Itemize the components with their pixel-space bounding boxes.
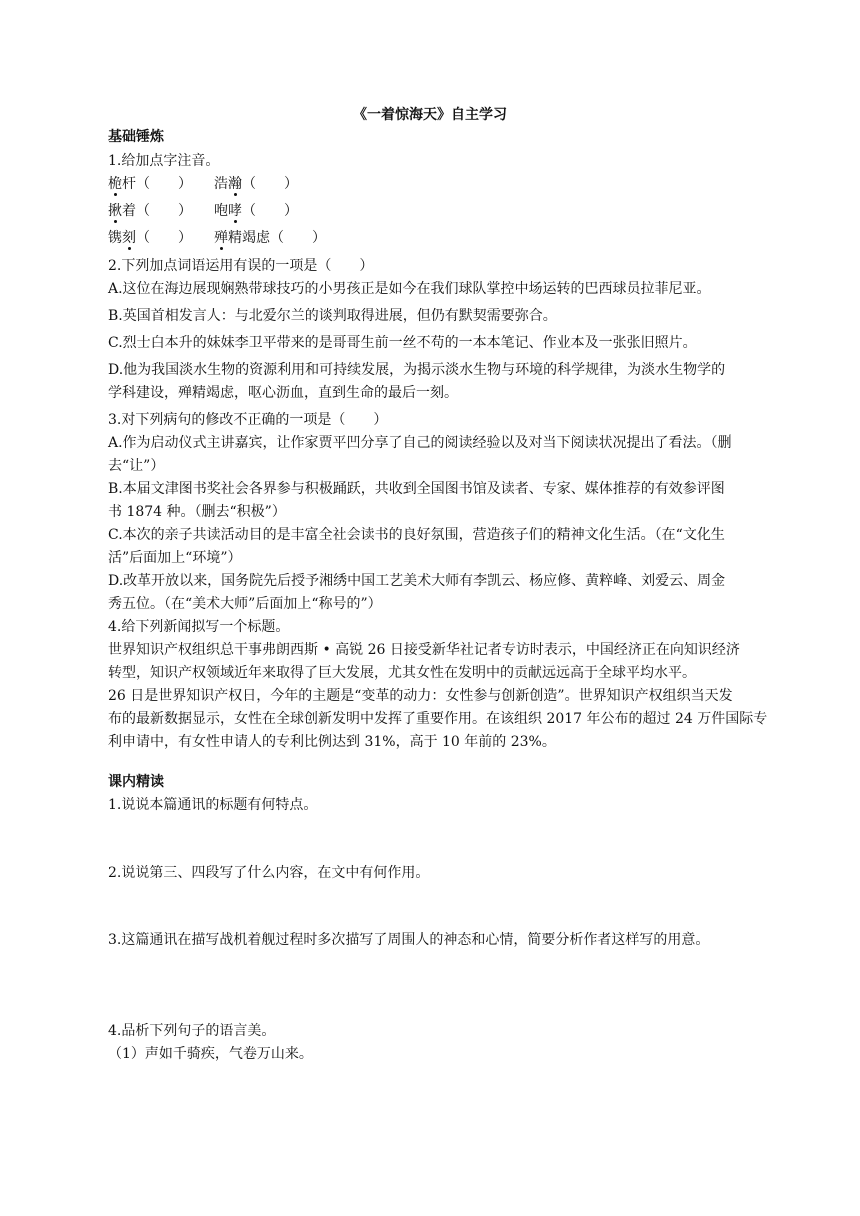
pinyin-item: （ ）: [242, 203, 298, 219]
page-title: 《一着惊海天》自主学习: [353, 107, 507, 123]
q3-option-a-line2: 去“让”）: [108, 458, 165, 474]
news-paragraph-2-line3: 利申请中，有女性申请人的专利比例达到 31%，高于 10 年前的 23%。: [108, 734, 556, 750]
q3-prompt: 3.对下列病句的修改不正确的一项是（ ）: [108, 412, 388, 428]
q2-prompt: 2.下列加点词语运用有误的一项是（ ）: [108, 258, 374, 274]
pinyin-item: 咆: [214, 203, 228, 219]
section-heading-close-reading: 课内精读: [108, 774, 164, 790]
q2-option-a: A.这位在海边展现娴熟带球技巧的小男孩正是如今在我们球队掌控中场运转的巴西球员拉菲尼亚。: [108, 281, 711, 297]
q1-row-3: [108, 229, 780, 247]
news-paragraph-1-line1: 世界知识产权组织总干事弗朗西斯 • 高锐 26 日接受新华社记者专访时表示，中国经济正在向知识经济: [108, 642, 740, 658]
pinyin-item: 着（ ）: [122, 203, 192, 219]
q1-prompt: 1.给加点字注音。: [108, 153, 220, 169]
q1-row-1: [108, 175, 780, 193]
q3-option-a-line1: A.作为启动仪式主讲嘉宾，让作家贾平凹分享了自己的阅读经验以及对当下阅读状况提出了看法。（删: [108, 435, 732, 451]
dotted-char: 揪: [108, 203, 122, 219]
news-paragraph-1-line2: 转型，知识产权领域近年来取得了巨大发展，尤其女性在发明中的贡献远远高于全球平均水平。: [108, 665, 696, 681]
close-reading-q4-item1: （1）声如千骑疾，气卷万山来。: [108, 1046, 313, 1062]
dotted-char: 殚: [214, 230, 228, 246]
q3-option-b-line1: B.本届文津图书奖社会各界参与积极踊跃，共收到全国图书馆及读者、专家、媒体推荐的有效参评图: [108, 481, 725, 497]
close-reading-q2: 2.说说第三、四段写了什么内容，在文中有何作用。: [108, 865, 430, 881]
pinyin-item: 精竭虑（ ）: [228, 230, 326, 246]
q1-row-2: [108, 202, 780, 220]
pinyin-item: （ ）: [242, 176, 298, 192]
pinyin-item: （ ）: [136, 230, 192, 246]
q3-option-b-line2: 书 1874 种。（删去“积极”）: [108, 504, 286, 520]
pinyin-item: 镌: [108, 230, 122, 246]
news-paragraph-2-line1: 26 日是世界知识产权日，今年的主题是“变革的动力：女性参与创新创造”。世界知识产权组织当天发: [108, 688, 733, 704]
close-reading-q1: 1.说说本篇通讯的标题有何特点。: [108, 797, 318, 813]
q4-prompt: 4.给下列新闻拟写一个标题。: [108, 619, 290, 635]
news-paragraph-2-line2: 布的最新数据显示，女性在全球创新发明中发挥了重要作用。在该组织 2017 年公布的超过 24 万件国际专: [108, 711, 768, 727]
q3-option-c-line1: C.本次的亲子共读活动目的是丰富全社会读书的良好氛围，营造孩子们的精神文化生活。（在“文化生: [108, 527, 725, 543]
q3-option-d-line2: 秀五位。（在“美术大师”后面加上“称号的”）: [108, 596, 382, 612]
q2-option-b: B.英国首相发言人：与北爱尔兰的谈判取得进展，但仍有默契需要弥合。: [108, 308, 557, 324]
q2-option-d-line1: D.他为我国淡水生物的资源利用和可持续发展，为揭示淡水生物与环境的科学规律，为淡水生物学的: [108, 362, 726, 378]
pinyin-item: 杆（ ）: [122, 176, 192, 192]
q3-option-d-line1: D.改革开放以来，国务院先后授予湘绣中国工艺美术大师有李凯云、杨应修、黄粹峰、刘爱云、周金: [108, 573, 726, 589]
dotted-char: 刻: [122, 230, 136, 246]
dotted-char: 桅: [108, 176, 122, 192]
close-reading-q3: 3.这篇通讯在描写战机着舰过程时多次描写了周围人的神态和心情，简要分析作者这样写的用意。: [108, 932, 710, 948]
q2-option-d-line2: 学科建设，殚精竭虑，呕心沥血，直到生命的最后一刻。: [108, 385, 458, 401]
q3-option-c-line2: 活”后面加上“环境”）: [108, 550, 242, 566]
dotted-char: 哮: [228, 203, 242, 219]
dotted-char: 瀚: [228, 176, 242, 192]
q2-option-c: C.烈士白本升的妹妹李卫平带来的是哥哥生前一丝不苟的一本本笔记、作业本及一张张旧照片。: [108, 335, 697, 351]
section-heading-basics: 基础锤炼: [108, 129, 164, 145]
close-reading-q4: 4.品析下列句子的语言美。: [108, 1023, 276, 1039]
pinyin-item: 浩: [214, 176, 228, 192]
